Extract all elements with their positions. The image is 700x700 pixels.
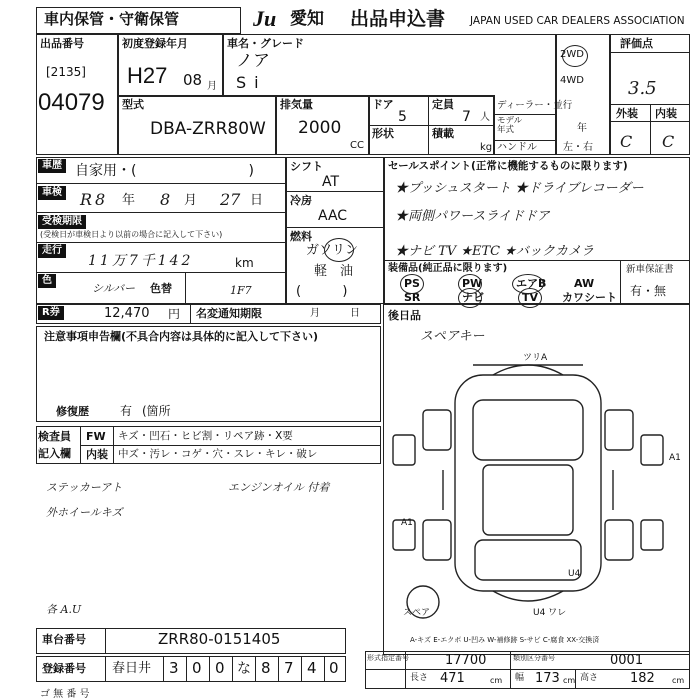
shape-label: 形状: [372, 127, 394, 140]
doors-label: ドア: [372, 98, 394, 111]
inspection-year: 8: [95, 190, 106, 209]
color-label: 色: [38, 274, 56, 288]
registration-month: 08: [183, 71, 203, 89]
doors-value: 5: [398, 109, 407, 125]
mileage-value: 11万7千142: [88, 253, 194, 269]
aircon-value: AAC: [318, 208, 348, 224]
inspector-label-1: 検査員: [38, 430, 71, 443]
equipment-label: 装備品(純正品に限ります): [388, 263, 508, 274]
spec-category-value: 0001: [610, 653, 644, 668]
inspector-note-3: 外ホイールキズ: [46, 506, 123, 519]
displacement-label: 排気量: [280, 98, 313, 111]
damage-legend: A-キズ E-エクボ U-凹み W-補修跡 S-サビ C-腐食 XX-交換済: [410, 636, 600, 644]
spec-length-unit: cm: [490, 676, 503, 685]
capacity-unit: 人: [480, 112, 490, 123]
handle-value: 左・右: [563, 142, 593, 153]
shift-value: AT: [322, 174, 340, 190]
color-code: 1F7: [230, 284, 252, 297]
exterior-label: 外装: [616, 107, 638, 120]
type-value: DBA-ZRR80W: [150, 119, 266, 139]
inspection-month-unit: 月: [184, 193, 198, 208]
org-name: 愛知: [290, 9, 324, 29]
diagram-mark-left: A1: [401, 518, 413, 528]
diagram-mark-front: ツリA: [523, 353, 548, 363]
warranty-value: 有・無: [630, 284, 667, 298]
spec-height-label: 高さ: [580, 673, 599, 683]
accept-date-note: (受検日が車検日より以前の場合に記入して下さい): [40, 230, 223, 239]
name-change-day: 日: [350, 308, 360, 319]
equip-ps: PS: [404, 277, 420, 290]
spec-width-value: 173: [535, 671, 560, 686]
inspection-era: R: [80, 190, 93, 209]
fuel-bracket: ( ): [296, 284, 348, 299]
repair-label: 修復歴: [56, 405, 89, 418]
equip-sr: SR: [404, 291, 421, 304]
lot-sub: [2135]: [46, 65, 86, 79]
inspector-interior: 中ズ・汚レ・コゲ・穴・スレ・キレ・破レ: [118, 448, 318, 460]
notes-label: 注意事項申告欄(不具合内容は具体的に記入して下さい): [44, 330, 319, 343]
plate-class-3: 0: [215, 659, 225, 677]
model-year-label: モデル 年式: [497, 116, 523, 136]
spec-category-label: 類別区分番号: [513, 654, 555, 662]
car-diagram: [383, 340, 690, 640]
registration-label: 初度登録年月: [122, 37, 188, 50]
capacity-value: 7: [462, 109, 471, 125]
storage-text: 車内保管・守衛保管: [44, 10, 180, 28]
inspection-day-unit: 日: [250, 193, 264, 208]
bottom-strip: ゴ 無 番 号: [40, 689, 90, 700]
color-code-label: 色替: [150, 282, 172, 295]
mileage-label: 走行: [38, 244, 66, 258]
inspector-note-2: エンジンオイル 付着: [228, 481, 330, 494]
backside-label: 後日品: [388, 309, 421, 322]
plate-number-4: 0: [329, 659, 339, 677]
spec-length-label: 長さ: [410, 673, 429, 683]
equip-leather: カワシート: [562, 291, 617, 304]
shift-label: シフト: [290, 160, 323, 173]
inspector-interior-label: 内装: [86, 448, 108, 461]
sales-point-3: ★ナビ TV ★ETC ★バックカメラ: [395, 244, 594, 259]
inspection-label: 車検: [38, 186, 66, 200]
aircon-label: 冷房: [290, 194, 312, 207]
diagram-mark-u4-rear: U4: [568, 569, 581, 579]
drive-2wd: 2WD: [560, 49, 584, 60]
inspector-exterior: キズ・凹石・ヒビ割・リペア跡・X要: [118, 430, 293, 442]
plate-kana: な: [237, 661, 251, 677]
plate-number-3: 4: [307, 659, 317, 677]
fuel-label: 燃料: [290, 230, 312, 243]
handle-label: ハンドル: [497, 142, 537, 153]
color-value: シルバー: [92, 282, 135, 295]
chassis-label: 車台番号: [42, 633, 86, 646]
name-change-month: 月: [310, 308, 320, 319]
diagram-mark-spare: スペア: [403, 608, 431, 618]
mileage-unit: km: [235, 256, 254, 270]
spec-height-unit: cm: [672, 676, 685, 685]
grade-label: 評価点: [620, 37, 653, 50]
spec-width-label: 幅: [515, 673, 525, 683]
dealer-label: ディーラー・並行: [497, 100, 573, 111]
name-change-label: 名変通知期限: [196, 307, 262, 320]
association-name: JAPAN USED CAR DEALERS ASSOCIATION: [470, 15, 685, 27]
year-unit: 年: [577, 123, 587, 134]
spec-type-value: 17700: [445, 653, 487, 668]
inspector-note-1: ステッカーアト: [46, 481, 123, 494]
capacity-label: 定員: [432, 98, 454, 111]
diagram-mark-right: A1: [669, 453, 681, 463]
chassis-value: ZRR80-0151405: [158, 630, 281, 648]
history-value: 自家用・( ): [75, 163, 254, 179]
equip-aw: AW: [574, 277, 595, 290]
model-label: 車名・グレード: [227, 37, 304, 50]
equip-tv: TV: [522, 291, 539, 304]
displacement-unit: CC: [350, 140, 364, 151]
backside-value: スペアキー: [420, 329, 485, 344]
equip-pw: PW: [462, 277, 483, 290]
recycle-value: 12,470: [104, 306, 150, 321]
sales-points-label: セールスポイント(正常に機能するものに限ります): [388, 160, 628, 172]
inspection-day: 27: [220, 190, 241, 209]
form-title: 出品申込書: [350, 8, 446, 30]
type-label: 型式: [122, 98, 144, 111]
inspector-label-2: 記入欄: [38, 447, 71, 460]
lot-number: 04079: [38, 89, 105, 116]
equip-ps-circle: [400, 274, 424, 294]
recycle-label: R券: [38, 306, 64, 320]
interior-grade: C: [662, 132, 675, 151]
registration-month-unit: 月: [207, 81, 217, 92]
grade-score: 3.5: [628, 78, 657, 99]
load-unit: kg: [480, 142, 493, 153]
fuel-gasoline: ガソリン: [306, 243, 359, 258]
spec-type-label: 形式指定番号: [367, 654, 409, 662]
inspection-month: 8: [160, 190, 171, 209]
ju-logo: Ju: [253, 6, 277, 31]
plate-label: 登録番号: [42, 662, 86, 675]
spec-height-value: 182: [630, 671, 655, 686]
load-label: 積載: [432, 127, 454, 140]
repair-value: 有: [120, 404, 133, 418]
plate-region: 春日井: [112, 661, 152, 676]
drive-4wd: 4WD: [560, 75, 584, 86]
spec-width-unit: cm: [563, 676, 576, 685]
sales-point-1: ★プッシュスタート ★ドライブレコーダー: [395, 181, 644, 196]
sales-point-2: ★両側パワースライドドア: [395, 209, 550, 224]
plate-number-1: 8: [261, 659, 271, 677]
spec-length-value: 471: [440, 671, 465, 686]
warranty-label: 新車保証書: [626, 264, 674, 275]
inspector-note-4: 各 A.U: [46, 603, 82, 616]
lot-label: 出品番号: [40, 37, 84, 50]
registration-year: H27: [127, 63, 168, 88]
model-name: ノア: [236, 51, 270, 71]
recycle-unit: 円: [168, 307, 181, 321]
exterior-grade: C: [620, 132, 633, 151]
inspector-fw: FW: [86, 430, 106, 443]
displacement-value: 2000: [298, 118, 342, 138]
equip-navi: ナビ: [462, 291, 484, 304]
model-grade: Si: [236, 73, 267, 92]
fuel-diesel: 軽 油: [314, 264, 354, 279]
equip-airbag: エアB: [516, 277, 547, 290]
inspection-year-unit: 年: [122, 193, 136, 208]
interior-label: 内装: [655, 107, 677, 120]
repair-place: (箇所: [142, 404, 171, 418]
accept-date-label: 受検期限: [38, 215, 86, 229]
plate-number-2: 7: [284, 659, 294, 677]
plate-class-1: 3: [169, 659, 179, 677]
plate-class-2: 0: [192, 659, 202, 677]
diagram-mark-bottom: U4 ワレ: [533, 608, 567, 618]
history-label: 車歴: [38, 159, 66, 173]
